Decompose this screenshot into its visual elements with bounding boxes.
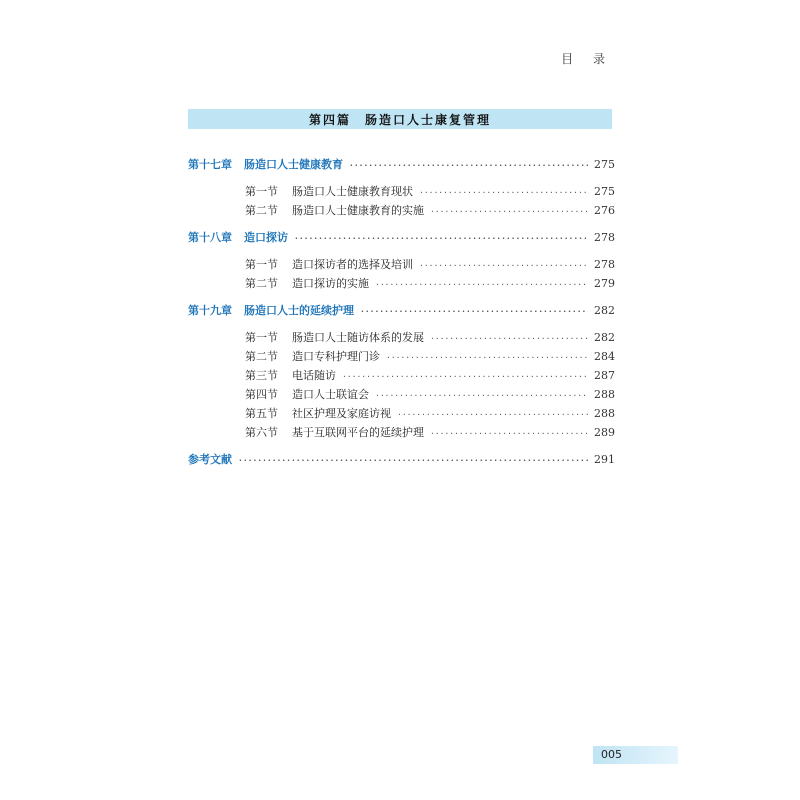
toc-section[interactable] (188, 424, 615, 443)
section-title: 造口人士联谊会 (292, 388, 369, 401)
toc-section[interactable] (188, 348, 615, 367)
section-number: 第三节 (245, 369, 278, 382)
leader-dots (386, 353, 588, 362)
toc-section[interactable] (188, 405, 615, 424)
leader-dots (375, 391, 588, 400)
toc-section[interactable] (188, 275, 615, 294)
chapter-page: 278 (594, 231, 615, 244)
leader-dots (360, 307, 588, 316)
section-number: 第二节 (245, 204, 278, 217)
leader-dots (342, 372, 588, 381)
chapter-number: 第十八章 (188, 231, 232, 244)
section-title: 肠造口人士健康教育现状 (292, 185, 413, 198)
references-page: 291 (594, 453, 615, 466)
part-title-bar (188, 109, 612, 129)
section-number: 第二节 (245, 277, 278, 290)
section-title: 肠造口人士健康教育的实施 (292, 204, 424, 217)
section-number: 第一节 (245, 258, 278, 271)
section-page: 288 (594, 407, 615, 420)
leader-dots (430, 429, 588, 438)
section-title: 基于互联网平台的延续护理 (292, 426, 424, 439)
part-title: 肠造口人士康复管理 (365, 112, 492, 127)
toc-section[interactable] (188, 329, 615, 348)
section-page: 287 (594, 369, 615, 382)
section-title: 造口探访者的选择及培训 (292, 258, 413, 271)
toc-chapter-19[interactable] (188, 302, 615, 321)
toc-section[interactable] (188, 183, 615, 202)
section-number: 第一节 (245, 331, 278, 344)
section-page: 284 (594, 350, 615, 363)
leader-dots (294, 234, 588, 243)
section-title: 肠造口人士随访体系的发展 (292, 331, 424, 344)
chapter-title: 肠造口人士的延续护理 (244, 304, 354, 317)
page-number-tab (593, 746, 678, 764)
leader-dots (397, 410, 588, 419)
section-title: 造口探访的实施 (292, 277, 369, 290)
section-title: 造口专科护理门诊 (292, 350, 380, 363)
section-page: 282 (594, 331, 615, 344)
section-page: 279 (594, 277, 615, 290)
section-page: 275 (594, 185, 615, 198)
leader-dots (419, 261, 588, 270)
toc-header-label: 目 录 (561, 52, 613, 66)
toc-section[interactable] (188, 386, 615, 405)
toc-section[interactable] (188, 202, 615, 221)
chapter-number: 第十七章 (188, 158, 232, 171)
chapter-number: 第十九章 (188, 304, 232, 317)
section-number: 第一节 (245, 185, 278, 198)
chapter-title: 造口探访 (244, 231, 288, 244)
leader-dots (430, 334, 588, 343)
leader-dots (349, 161, 588, 170)
chapter-page: 275 (594, 158, 615, 171)
leader-dots (238, 456, 588, 465)
page-number: 005 (601, 748, 622, 761)
section-page: 276 (594, 204, 615, 217)
references-title: 参考文献 (188, 453, 232, 466)
leader-dots (419, 188, 588, 197)
section-number: 第二节 (245, 350, 278, 363)
section-page: 278 (594, 258, 615, 271)
leader-dots (430, 207, 588, 216)
section-number: 第六节 (245, 426, 278, 439)
toc-section[interactable] (188, 367, 615, 386)
section-page: 289 (594, 426, 615, 439)
chapter-page: 282 (594, 304, 615, 317)
toc-chapter-18[interactable] (188, 229, 615, 248)
toc-chapter-17[interactable] (188, 156, 615, 175)
toc-references[interactable] (188, 451, 615, 470)
section-title: 电话随访 (292, 369, 336, 382)
chapter-title: 肠造口人士健康教育 (244, 158, 343, 171)
part-number: 第四篇 (308, 112, 351, 127)
section-title: 社区护理及家庭访视 (292, 407, 391, 420)
table-of-contents (188, 156, 615, 470)
leader-dots (375, 280, 588, 289)
section-page: 288 (594, 388, 615, 401)
toc-section[interactable] (188, 256, 615, 275)
section-number: 第四节 (245, 388, 278, 401)
section-number: 第五节 (245, 407, 278, 420)
